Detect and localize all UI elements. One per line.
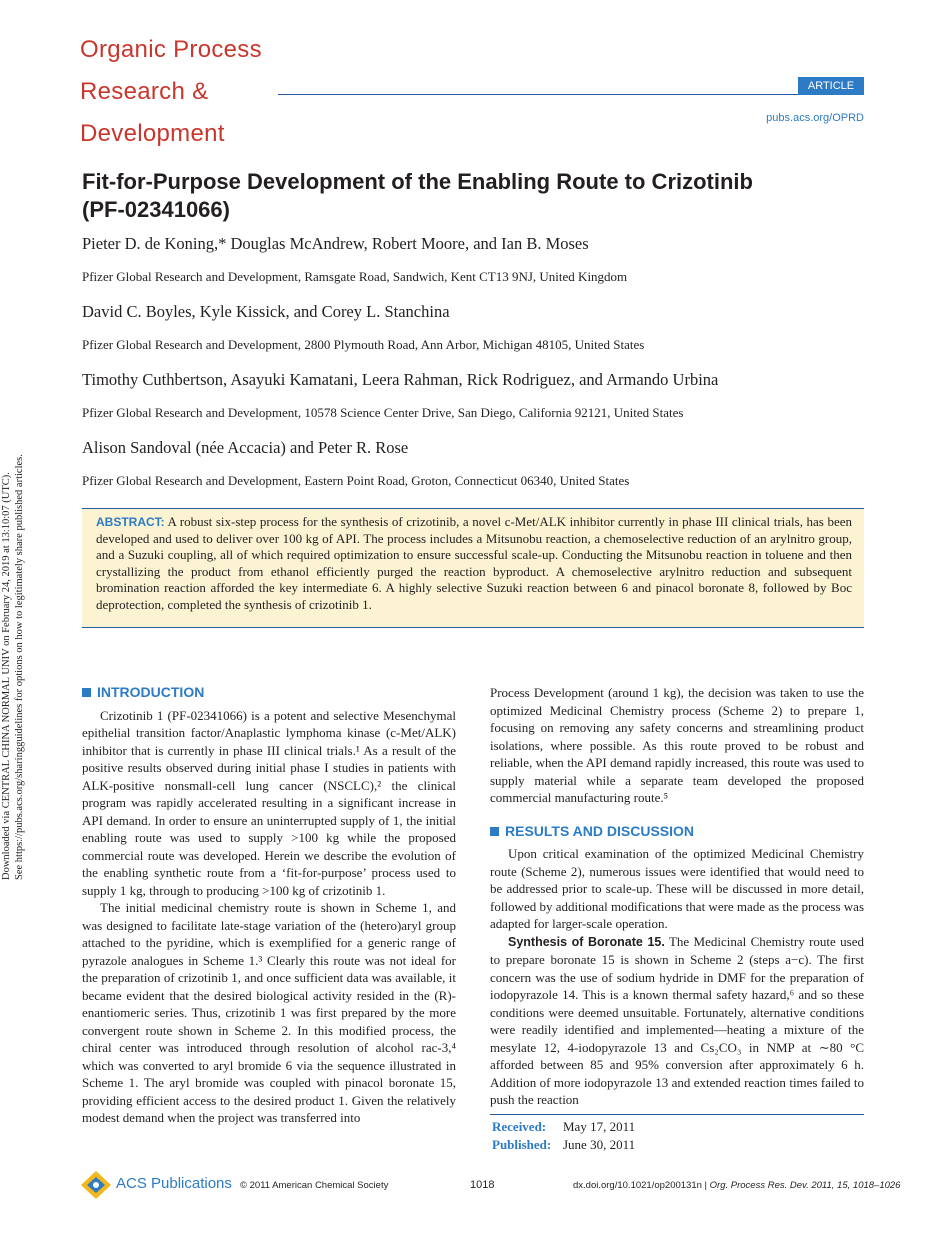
article-title [82, 168, 872, 224]
results-heading [490, 823, 864, 841]
journal-name-line2: Research & [80, 78, 209, 105]
doi-link[interactable]: dx.doi.org/10.1021/op200131n [573, 1180, 702, 1191]
journal-name-line1: Organic Process [80, 36, 262, 63]
intro-paragraph-2: The initial medicinal chemistry route is shown in Scheme 1, and was designed to facilitate late-stage variation of the (hetero)aryl group attached to the pyridine, which is exemplified for a generic range of pyrazole analogues in Scheme 1.³ Clearly this route was not ideal for the preparation of crizotinib 1, and once sufficient data was available, it became evident that the desired biological activity resided in the (R)-enantiomeric series. Thus, crizotinib 1 was first prepared by the more convergent route shown in Scheme 2. In this modified process, the chiral center was introduced through resolution of alcohol rac-3,⁴ which was converted to aryl bromide 6 via the sequence illustrated in Scheme 1. The aryl bromide was coupled with pinacol boronate 15, providing efficient access to the desired product 1. Given the relatively modest demand when the project was transferred into [82, 900, 456, 1125]
abstract [96, 514, 852, 613]
boronate-subheading: Synthesis of Boronate 15. [508, 934, 665, 949]
received-value: May 17, 2011 [563, 1119, 636, 1134]
title-line1: Fit-for-Purpose Development of the Enabling Route to Crizotinib [82, 169, 753, 194]
author-list-2: David C. Boyles, Kyle Kissick, and Corey L. Stanchina [82, 302, 450, 321]
published-date [492, 1137, 635, 1153]
published-value: June 30, 2011 [563, 1137, 636, 1152]
journal-citation: Org. Process Res. Dev. 2011, 15, 1018–1026 [709, 1180, 901, 1191]
right-column [490, 684, 864, 1109]
author-list-3: Timothy Cuthbertson, Asayuki Kamatani, Leera Rahman, Rick Rodriguez, and Armando Urbina [82, 370, 719, 389]
affiliation-2: Pfizer Global Research and Development, 2800 Plymouth Road, Ann Arbor, Michigan 48105, United States [82, 337, 645, 352]
affiliation-4: Pfizer Global Research and Development, Eastern Point Road, Groton, Connecticut 06340, United States [82, 473, 630, 488]
intro-paragraph-continued: Process Development (around 1 kg), the decision was taken to use the optimized Medicinal Chemistry process (Scheme 2) to prepare 1, focusing on removing any safety concerns and streamlining product isolations, where possible. As this route proved to be robust and reliable, when the API demand rapidly increased, this route was used to supply material while a separate team developed the proposed commercial manufacturing route.⁵ [490, 685, 864, 805]
acs-logo-icon [80, 1170, 112, 1200]
download-notice-line1: Downloaded via CENTRAL CHINA NORMAL UNIV on February 24, 2019 at 13:10:07 (UTC). [1, 472, 12, 880]
intro-paragraph-1: Crizotinib 1 (PF-02341066) is a potent and selective Mesenchymal epithelial transition factor/Anaplastic lymphoma kinase (c-Met/ALK) inhibitor that is currently in phase III clinical trials.¹ As a result of the positive results observed during initial phase I studies in patients with ALK-positive nonsmall-cell lung cancer (NSCLC),² the clinical program was rapidly accelerated resulting in a significant increase in API demand. In order to ensure an uninterrupted supply of 1, the initial enabling route was used to supply >100 kg while the proposed commercial route was developed. Herein we describe the evolution of the enabling synthetic route from a ‘fit-for-purpose’ process used to supply 1 kg, through to producing >100 kg of crizotinib 1. [82, 707, 456, 898]
download-notice [0, 390, 25, 880]
received-label: Received: [492, 1119, 547, 1134]
results-paragraph-2 [490, 933, 864, 1109]
author-list-4: Alison Sandoval (née Accacia) and Peter R. Rose [82, 438, 409, 457]
left-column [82, 684, 456, 1127]
dates-rule [490, 1114, 864, 1115]
received-date [492, 1119, 635, 1135]
introduction-heading-text: INTRODUCTION [97, 684, 205, 700]
affiliation-3: Pfizer Global Research and Development, 10578 Science Center Drive, San Diego, California 92121, United States [82, 405, 684, 420]
results-paragraph-1: Upon critical examination of the optimized Medicinal Chemistry route (Scheme 2), numerous issues were identified that would need to be addressed prior to scale-up. These will be discussed in more detail, followed by additional modifications that were made as the process was adapted for larger-scale operation. [490, 846, 865, 931]
results-paragraph-2-text: The Medicinal Chemistry route used to prepare boronate 15 is shown in Scheme 2 (steps a−c). The first concern was the use of sodium hydride in DMF for the preparation of iodopyrazole 14. This is a known thermal safety hazard,⁶ and so these conditions were deemed unsuitable. Fortunately, alternative conditions were readily identified and implemented—heating a mixture of the mesylate 12, 4-iodopyrazole 13 and Cs₂CO₃ in NMP at ∼80 °C afforded between 85 and 95% conversion after approximately 6 h. Addition of more iodopyrazole 13 and extended reaction times failed to push the reaction [490, 933, 864, 1107]
title-line2: (PF-02341066) [82, 197, 230, 222]
results-heading-text: RESULTS AND DISCUSSION [505, 822, 695, 839]
section-square-icon [82, 688, 91, 697]
published-label: Published: [492, 1137, 552, 1152]
article-badge: ARTICLE [798, 77, 864, 95]
introduction-heading [82, 684, 456, 702]
section-square-icon [490, 827, 499, 836]
download-notice-line2: See https://pubs.acs.org/sharingguidelines for options on how to legitimately share published articles. [14, 454, 25, 880]
citation-line: dx.doi.org/10.1021/op200131n | Org. Process Res. Dev. 2011, 15, 1018–1026 [573, 1180, 901, 1191]
acs-publications-text: ACS Publications [116, 1175, 232, 1192]
abstract-body: A robust six-step process for the synthesis of crizotinib, a novel c-Met/ALK inhibitor currently in phase III clinical trials, has been developed and used to deliver over 100 kg of API. The process includes a Mitsunobu reaction, a chemoselective reduction of an arylnitro group, and a Suzuki coupling, all of which required optimization to ensure successful scale-up. Conducting the Mitsunobu reaction in toluene and then crystallizing the product from ethanol efficiently purged the reaction byproduct. A chemoselective arylnitro reduction and subsequent bromination reaction afforded the key intermediate 6. A highly selective Suzuki reaction between 6 and pinacol boronate 8, followed by Boc deprotection, completed the synthesis of crizotinib 1. [96, 514, 852, 612]
header-rule [278, 94, 864, 95]
author-list-1: Pieter D. de Koning,* Douglas McAndrew, Robert Moore, and Ian B. Moses [82, 234, 589, 253]
copyright-text: © 2011 American Chemical Society [240, 1180, 389, 1191]
abstract-heading: ABSTRACT: [96, 515, 165, 529]
journal-url-link[interactable]: pubs.acs.org/OPRD [766, 112, 864, 124]
affiliation-1: Pfizer Global Research and Development, Ramsgate Road, Sandwich, Kent CT13 9NJ, United Kingdom [82, 269, 628, 284]
journal-name-line3: Development [80, 120, 225, 147]
page-number: 1018 [470, 1179, 495, 1191]
